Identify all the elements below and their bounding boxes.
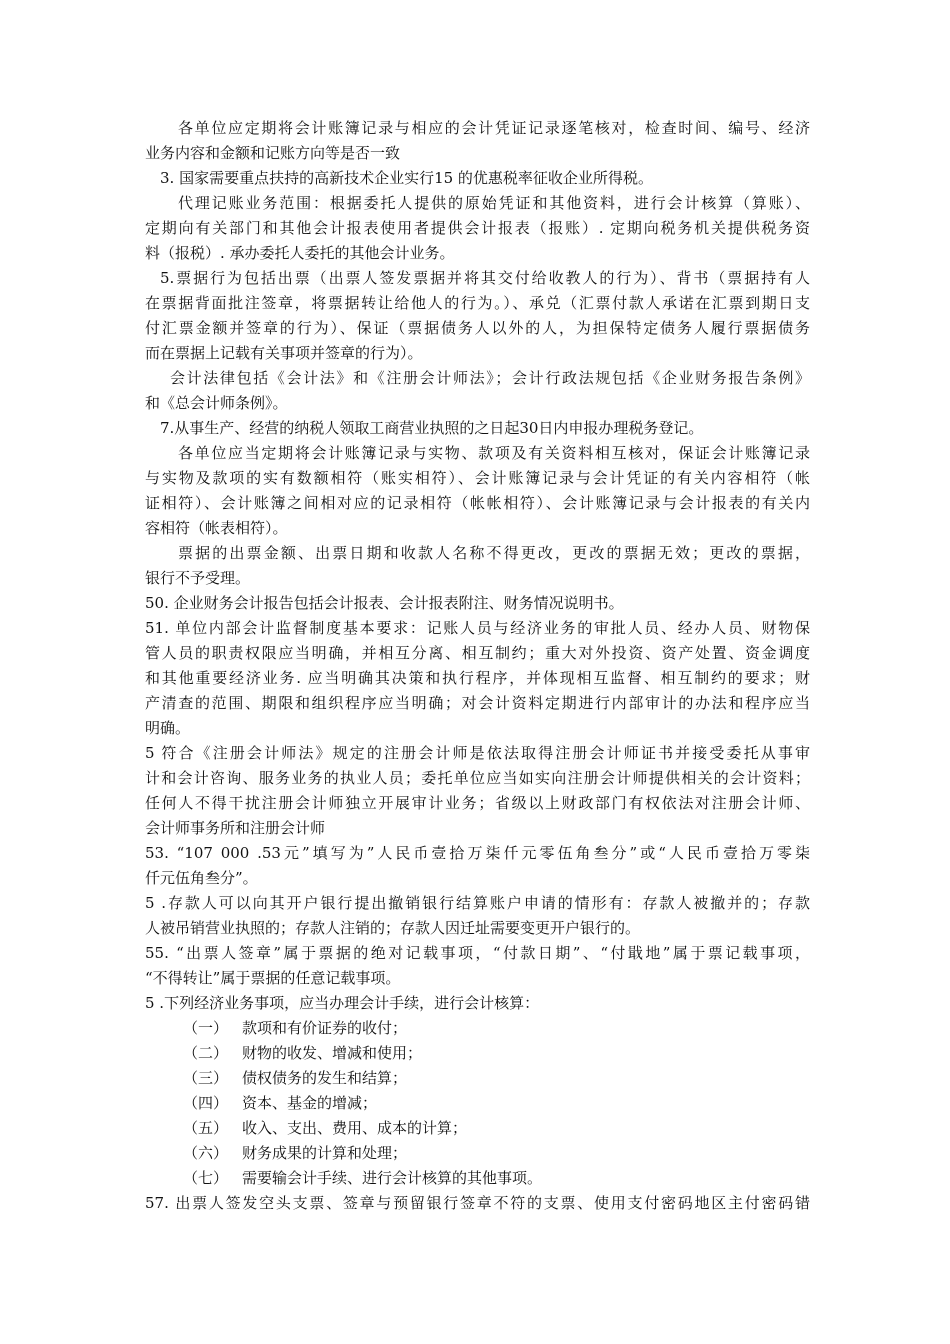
list-item-text: 收入、支出、费用、成本的计算； [242,1119,468,1137]
list-item-marker: （二） [183,1044,229,1062]
paragraph-line: 5 .存款人可以向其开户银行提出撤销银行结算账户申请的情形有：存款人被撤并的；存款 [145,894,810,912]
paragraph-line: 票据的出票金额、出票日期和收款人名称不得更改，更改的票据无效；更改的票据， [178,544,810,562]
paragraph-line: 计和会计咨询、服务业务的执业人员；委托单位应当如实向注册会计师提供相关的会计资料； [145,769,810,787]
list-item [183,1093,377,1113]
paragraph-line: 和其他重要经济业务. 应当明确其决策和执行程序，并体现相互监督、相互制约的要求；财 [145,669,810,687]
paragraph-line: 代理记账业务范围：根据委托人提供的原始凭证和其他资料，进行会计核算（算账）、 [178,194,810,212]
list-item-marker: （四） [183,1094,229,1112]
paragraph-line: 明确。 [145,719,191,737]
paragraph-line: 人被吊销营业执照的；存款人注销的；存款人因迁址需要变更开户银行的。 [145,919,641,937]
list-item-text: 债权债务的发生和结算； [242,1069,408,1087]
paragraph-line: 55. “出票人签章”属于票据的绝对记载事项，“付款日期”、“付戢地”属于票记载事项， [145,944,810,962]
list-item-text: 款项和有价证券的收付； [242,1019,408,1037]
list-item-text: 财物的收发、增减和使用； [242,1044,423,1062]
paragraph-line: 和《总会计师条例》。 [145,394,288,412]
paragraph-line: 会计师事务所和注册会计师 [145,819,326,837]
list-item-marker: （六） [183,1144,229,1162]
list-item-marker: （一） [183,1019,229,1037]
list-item-text: 需要输会计手续、进行会计核算的其他事项。 [242,1169,543,1187]
paragraph-line: 50. 企业财务会计报告包括会计报表、会计报表附注、财务情况说明书。 [145,594,624,612]
paragraph-line: 银行不予受理。 [145,569,251,587]
paragraph-line: 各单位应当定期将会计账簿记录与实物、款项及有关资料相互核对，保证会计账簿记录 [178,444,810,462]
paragraph-line: 会计法律包括《会计法》和《注册会计师法》；会计行政法规包括《企业财务报告条例》 [170,369,810,387]
list-item [183,1018,407,1038]
paragraph-line: 业务内容和金额和记账方向等是否一致 [145,144,401,162]
paragraph-line: 产清查的范围、期限和组织程序应当明确；对会计资料定期进行内部审计的办法和程序应当 [145,694,810,712]
paragraph-line: 5 .下列经济业务事项，应当办理会计手续，进行会计核算： [145,994,540,1012]
paragraph-line: 而在票据上记载有关事项并签章的行为）。 [145,344,423,362]
paragraph-line: 51. 单位内部会计监督制度基本要求：记账人员与经济业务的审批人员、经办人员、财物保 [145,619,810,637]
paragraph-line: 57. 出票人签发空头支票、签章与预留银行签章不符的支票、使用支付密码地区主付密码错 [145,1194,810,1212]
list-item-marker: （五） [183,1119,229,1137]
list-item [183,1168,542,1188]
list-item-marker: （七） [183,1169,229,1187]
paragraph-line: 仟元伍角叁分”。 [145,869,258,887]
list-item-marker: （三） [183,1069,229,1087]
paragraph-line: 定期向有关部门和其他会计报表使用者提供会计报表（报账）. 定期向税务机关提供税务资 [145,219,810,237]
paragraph-line: 料（报税）. 承办委托人委托的其他会计业务。 [145,244,455,262]
paragraph-line: “不得转让”属于票据的任意记载事项。 [145,969,401,987]
list-item [183,1143,407,1163]
list-item-text: 资本、基金的增减； [242,1094,378,1112]
paragraph-line: 付汇票金额并签章的行为）、保证（票据债务人以外的人，为担保特定债务人履行票据债务 [145,319,810,337]
paragraph-line: 53. “107 000 .53元”填写为”人民币壹拾万柒仟元零伍角叁分”或“人民币壹拾万零柒 [145,844,810,862]
paragraph-line: 管人员的职责权限应当明确，并相互分离、相互制约；重大对外投资、资产处置、资金调度 [145,644,810,662]
paragraph-line: 与实物及款项的实有数额相符（账实相符）、会计账簿记录与会计凭证的有关内容相符（帐 [145,469,810,487]
list-item [183,1068,407,1088]
paragraph-line: 各单位应定期将会计账簿记录与相应的会计凭证记录逐笔核对，检查时间、编号、经济 [178,119,810,137]
paragraph-line: 容相符（帐表相符）。 [145,519,288,537]
paragraph-line: 在票据背面批注签章，将票据转让给他人的行为。）、承兑（汇票付款人承诺在汇票到期日支 [145,294,810,312]
paragraph-line: 3. 国家需要重点扶持的高新技术企业实行15 的优惠税率征收企业所得税。 [160,169,653,187]
paragraph-line: 5 符合《注册会计师法》规定的注册会计师是依法取得注册会计师证书并接受委托从事审 [145,744,810,762]
paragraph-line: 任何人不得干扰注册会计师独立开展审计业务；省级以上财政部门有权依法对注册会计师、 [145,794,810,812]
list-item [183,1118,467,1138]
paragraph-line: 证相符）、会计账簿之间相对应的记录相符（帐帐相符）、会计账簿记录与会计报表的有关内 [145,494,810,512]
list-item [183,1043,422,1063]
paragraph-line: 5.票据行为包括出票（出票人签发票据并将其交付给收教人的行为）、背书（票据持有人 [160,269,810,287]
list-item-text: 财务成果的计算和处理； [242,1144,408,1162]
paragraph-line: 7.从事生产、经营的纳税人领取工商营业执照的之日起30日内申报办理税务登记。 [160,419,704,437]
